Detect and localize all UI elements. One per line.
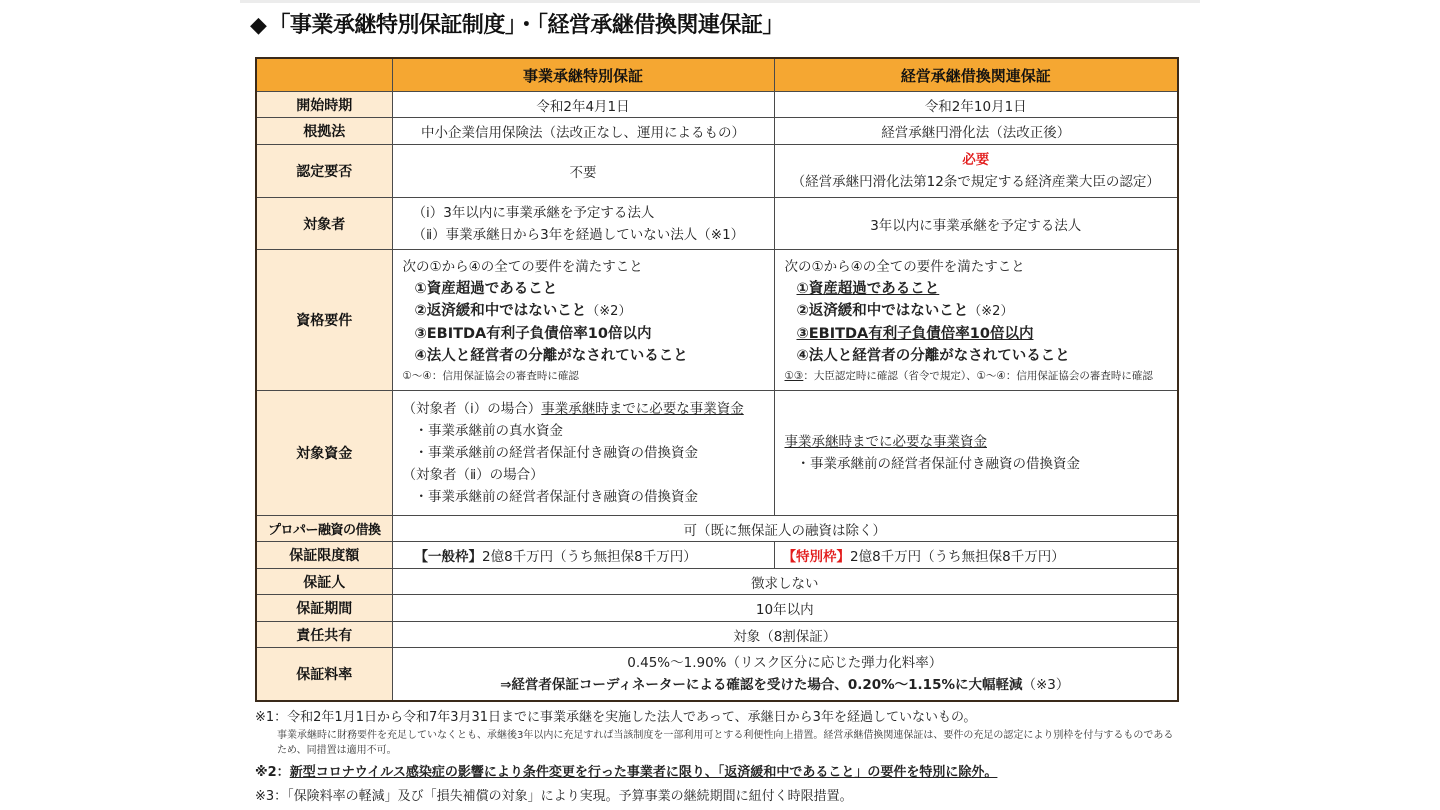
- table-row: [256, 198, 1178, 250]
- special-frame-value: 2億8千万円（うち無担保8千万円）: [850, 549, 1065, 565]
- cell-cert-col2: [774, 145, 1178, 198]
- qual-item-1: [785, 278, 1168, 300]
- footnote-2-text: 新型コロナウイルス感染症の影響により条件変更を行った事業者に限り、「返済緩和中であること」の要件を特別に除外。: [289, 765, 998, 780]
- qual-intro: 次の①から④の全ての要件を満たすこと: [402, 258, 643, 275]
- cell-start-col1: 令和2年4月1日: [392, 92, 774, 118]
- page-title-text: 「事業承継特別保証制度」・「経営承継借換関連保証」: [268, 13, 784, 38]
- table-row: [256, 595, 1178, 622]
- qual-footnote-col1: ①～④：信用保証協会の審査時に確認: [402, 369, 579, 382]
- table-header-row: [256, 58, 1178, 92]
- cell-law-col2: 経営承継円滑化法（法改正後）: [774, 118, 1178, 145]
- general-frame-tag: 【一般枠】: [414, 549, 482, 565]
- rate-line-2: [403, 674, 1168, 696]
- cell-funds-col1: [392, 391, 774, 516]
- header-corner: [256, 58, 392, 92]
- table-row: [256, 118, 1178, 145]
- rate-line-2-note: （※3）: [1022, 677, 1070, 693]
- row-label-proper-refinance: プロパー融資の借換: [256, 516, 392, 542]
- footnote-1-detail: 事業承継時に財務要件を充足していなくとも、承継後3年以内に充足すれば当該制度を一部利用可とする利便性向上措置。経営承継借換関連保証は、要件の充足の認定により別枠を付与するものであるため、同措置は適用不可。: [277, 730, 1174, 756]
- row-label-responsibility-share: 責任共有: [256, 622, 392, 648]
- footnote-2-prefix: ※2：: [255, 765, 290, 780]
- cell-limit-col2: [774, 542, 1178, 569]
- funds-col2-title: 事業承継時までに必要な事業資金: [784, 434, 987, 450]
- cell-cert-col1: 不要: [392, 145, 774, 198]
- qual-item-2: [403, 300, 764, 323]
- cell-funds-col2: [774, 391, 1178, 516]
- qual-item-3: [785, 323, 1168, 345]
- qual-item-4: ④法人と経営者の分離がなされていること: [414, 347, 688, 364]
- cell-qual-col1: [392, 250, 774, 391]
- funds-item: ・事業承継前の真水資金: [414, 423, 563, 439]
- cell-guarantor-value: 徴求しない: [392, 569, 1178, 595]
- row-label-start-date: 開始時期: [256, 92, 392, 118]
- table-row: [256, 569, 1178, 595]
- qual-footnote-text: ：大臣認定時に確認（省令で規定）、①～④：信用保証協会の審査時に確認: [803, 369, 1153, 382]
- comparison-table: [255, 57, 1179, 702]
- page-title: [250, 8, 784, 39]
- table-row: [256, 516, 1178, 542]
- header-special-guarantee: 事業承継特別保証: [392, 58, 774, 92]
- row-label-limit: 保証限度額: [256, 542, 392, 569]
- cert-required-note: （経営承継円滑化法第12条で規定する経済産業大臣の認定）: [791, 174, 1160, 190]
- table-row: [256, 648, 1178, 702]
- funds-case1-prefix: （対象者（ⅰ）の場合）: [402, 401, 542, 417]
- funds-item: ・事業承継前の経営者保証付き融資の借換資金: [414, 445, 698, 461]
- table-row: [256, 542, 1178, 569]
- cell-target-col2: 3年以内に事業承継を予定する法人: [774, 198, 1178, 250]
- qual-item-2-text: ②返済緩和中ではないこと: [414, 302, 587, 319]
- cell-law-col1: 中小企業信用保険法（法改正なし、運用によるもの）: [392, 118, 774, 145]
- rate-line-2-text: ⇒経営者保証コーディネーターによる確認を受けた場合、0.20%～1.15%に大幅軽減: [500, 677, 1023, 693]
- cert-required-emph: 必要: [962, 152, 990, 168]
- target-item: （ⅰ）3年以内に事業承継を予定する法人: [412, 204, 655, 221]
- footnote-3: ※3：「保険料率の軽減」及び「損失補償の対象」により実現。予算事業の継続期間に紐付く時限措置。: [255, 789, 853, 804]
- footnote-2: [255, 763, 1185, 783]
- qual-item-2-note: （※2）: [968, 303, 1014, 319]
- row-label-certification: 認定要否: [256, 145, 392, 198]
- row-label-law: 根拠法: [256, 118, 392, 145]
- qual-footnote-ul: ①③: [784, 369, 804, 382]
- cell-share-value: 対象（8割保証）: [392, 622, 1178, 648]
- qual-item-1: ①資産超過であること: [414, 280, 558, 297]
- qual-intro: 次の①から④の全ての要件を満たすこと: [784, 258, 1025, 275]
- cell-start-col2: 令和2年10月1日: [774, 92, 1178, 118]
- cell-proper-value: 可（既に無保証人の融資は除く）: [392, 516, 1178, 542]
- row-label-target: 対象者: [256, 198, 392, 250]
- special-frame-tag: 【特別枠】: [782, 549, 850, 565]
- row-label-qualification: 資格要件: [256, 250, 392, 391]
- row-label-period: 保証期間: [256, 595, 392, 622]
- general-frame-value: 2億8千万円（うち無担保8千万円）: [482, 549, 697, 565]
- row-label-funds: 対象資金: [256, 391, 392, 516]
- cell-limit-col1: [392, 542, 774, 569]
- table-row: [256, 250, 1178, 391]
- qual-item-3-text: ③EBITDA有利子負債倍率10倍以内: [796, 325, 1034, 342]
- header-refinance-guarantee: 経営承継借換関連保証: [774, 58, 1178, 92]
- funds-case1-title: 事業承継時までに必要な事業資金: [541, 401, 744, 417]
- diamond-bullet-icon: ◆: [250, 13, 267, 38]
- table-row: [256, 145, 1178, 198]
- funds-case2-prefix: （対象者（ⅱ）の場合）: [402, 467, 544, 483]
- cell-rate-value: [392, 648, 1178, 702]
- qual-item-2: [785, 300, 1168, 323]
- cell-period-value: 10年以内: [392, 595, 1178, 622]
- footnote-1: ※1：令和2年1月1日から令和7年3月31日までに事業承継を実施した法人であって、承継日から3年を経過していないもの。: [255, 710, 977, 725]
- footnotes: [255, 708, 1185, 807]
- qual-item-2-text: ②返済緩和中ではないこと: [796, 302, 969, 319]
- cell-target-col1: [392, 198, 774, 250]
- cell-qual-col2: [774, 250, 1178, 391]
- top-divider-bar: [240, 0, 1200, 3]
- funds-case1: [403, 398, 764, 420]
- funds-item: ・事業承継前の経営者保証付き融資の借換資金: [414, 489, 698, 505]
- qual-footnote-col2: [785, 367, 1168, 385]
- table-row: [256, 92, 1178, 118]
- qual-item-4: ④法人と経営者の分離がなされていること: [796, 347, 1070, 364]
- qual-item-3: ③EBITDA有利子負債倍率10倍以内: [414, 325, 652, 342]
- table-row: [256, 391, 1178, 516]
- table-row: [256, 622, 1178, 648]
- row-label-guarantor: 保証人: [256, 569, 392, 595]
- funds-item: ・事業承継前の経営者保証付き融資の借換資金: [796, 456, 1080, 472]
- target-item: （ⅱ）事業承継日から3年を経過していない法人（※1）: [412, 226, 745, 243]
- qual-item-2-note: （※2）: [586, 303, 632, 319]
- qual-item-1-text: ①資産超過であること: [796, 280, 940, 297]
- rate-line-1: 0.45%～1.90%（リスク区分に応じた弾力化料率）: [627, 655, 943, 671]
- row-label-rate: 保証料率: [256, 648, 392, 702]
